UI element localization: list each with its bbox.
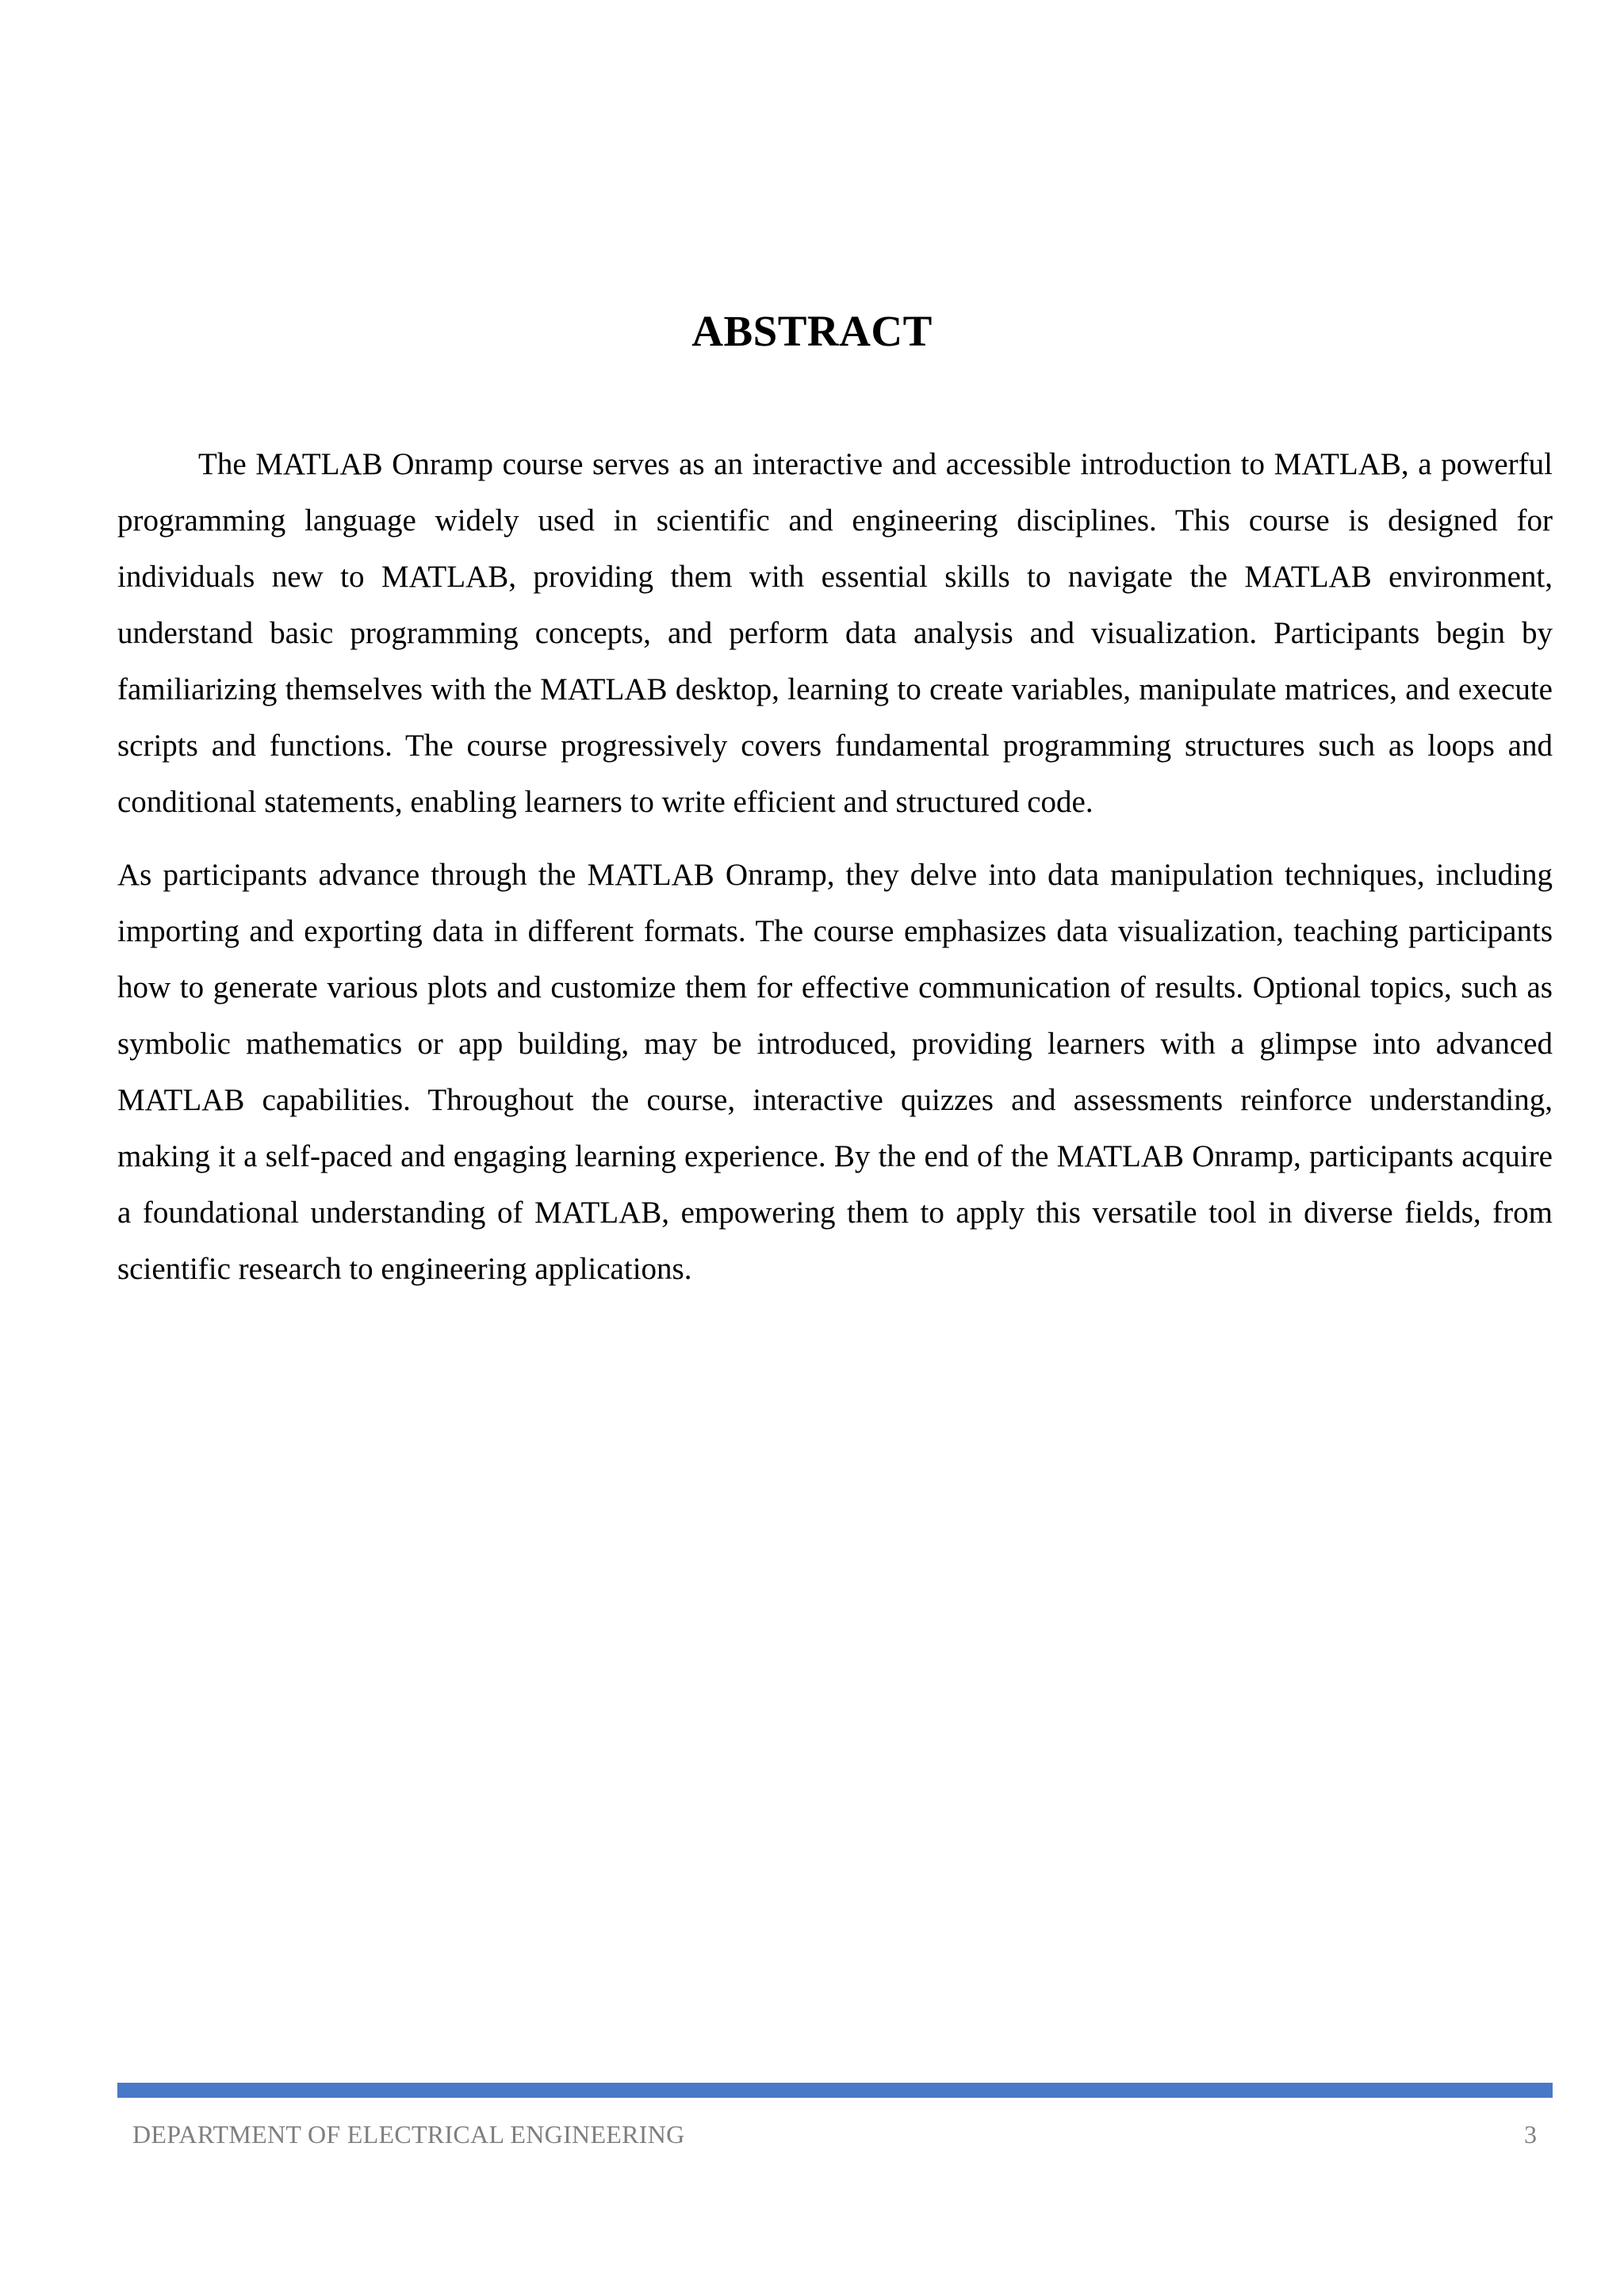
abstract-paragraph-2: As participants advance through the MATLAB Onramp, they delve into data manipulation techniques, including importing and exporting data in different formats. The course emphasizes data visualization, teaching participants how to generate various plots and customize them for effective communication of results. Optional topics, such as symbolic mathematics or app building, may be introduced, providing learners with a glimpse into advanced MATLAB capabilities. Throughout the course, interactive quizzes and assessments reinforce understanding, making it a self-paced and engaging learning experience. By the end of the MATLAB Onramp, participants acquire a foundational understanding of MATLAB, empowering them to apply this versatile tool in diverse fields, from scientific research to engineering applications.: [117, 858, 1553, 1286]
footer-department: DEPARTMENT OF ELECTRICAL ENGINEERING: [132, 2120, 685, 2149]
abstract-paragraph-1: The MATLAB Onramp course serves as an interactive and accessible introduction to MATLAB, a powerful programming language widely used in scientific and engineering disciplines. This course is designed for individuals new to MATLAB, providing them with essential skills to navigate the MATLAB environment, understand basic programming concepts, and perform data analysis and visualization. Participants begin by familiarizing themselves with the MATLAB desktop, learning to create variables, manipulate matrices, and execute scripts and functions. The course progressively covers fundamental programming structures such as loops and conditional statements, enabling learners to write efficient and structured code.: [117, 447, 1553, 819]
footer-page-number: 3: [1524, 2120, 1537, 2149]
footer-divider-bar: [117, 2083, 1553, 2098]
page-title: ABSTRACT: [691, 307, 933, 355]
